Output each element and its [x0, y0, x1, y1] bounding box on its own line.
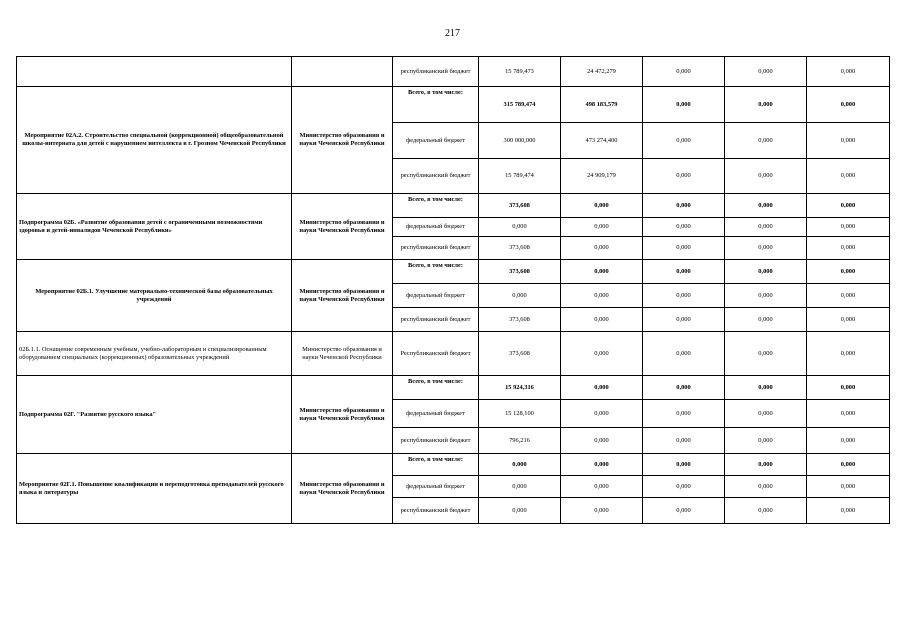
program-name-cell: Подпрограмма 02Б. «Развитие образования детей с ограниченными возможностями здоровья и детей-инвалидов Чеченской Республики» [17, 194, 292, 260]
amount-cell: 0,000 [643, 308, 725, 332]
executor-cell: Министерство образования и науки Чеченской Республики [292, 260, 393, 332]
amount-cell: 0,000 [643, 376, 725, 400]
amount-cell: 0,000 [725, 218, 807, 237]
amount-cell: 0,000 [479, 476, 561, 498]
amount-cell: 15 128,100 [479, 400, 561, 428]
amount-cell: 0,000 [643, 498, 725, 524]
funding-source-cell: республиканский бюджет [393, 237, 479, 260]
amount-cell: 15 789,473 [479, 57, 561, 87]
program-name-cell: Мероприятие 02Б.1. Улучшение материально-технической базы образовательных учреждений [17, 260, 292, 332]
amount-cell: 0,000 [561, 498, 643, 524]
amount-cell: 0,000 [643, 428, 725, 454]
amount-cell: 0,000 [561, 476, 643, 498]
amount-cell: 0,000 [479, 498, 561, 524]
table-row [17, 454, 890, 476]
amount-cell: 0,000 [725, 498, 807, 524]
funding-source-cell: федеральный бюджет [393, 476, 479, 498]
amount-cell: 0,000 [725, 194, 807, 218]
amount-cell: 0,000 [725, 476, 807, 498]
funding-source-cell: республиканский бюджет [393, 159, 479, 194]
amount-cell: 0,000 [643, 218, 725, 237]
amount-cell: 0,000 [807, 308, 890, 332]
funding-source-cell: республиканский бюджет [393, 308, 479, 332]
table-row [17, 332, 890, 376]
amount-cell: 0,000 [725, 400, 807, 428]
amount-cell: 15 924,316 [479, 376, 561, 400]
program-name-cell [17, 57, 292, 87]
funding-source-cell: федеральный бюджет [393, 123, 479, 159]
amount-cell: 0,000 [807, 194, 890, 218]
amount-cell: 0,000 [725, 454, 807, 476]
funding-source-cell: Республиканский бюджет [393, 332, 479, 376]
amount-cell: 300 000,000 [479, 123, 561, 159]
amount-cell: 0,000 [807, 428, 890, 454]
amount-cell: 0,000 [807, 218, 890, 237]
program-name-cell: Подпрограмма 02Г. "Развитие русского языка" [17, 376, 292, 454]
amount-cell: 0,000 [561, 218, 643, 237]
amount-cell: 0,000 [725, 332, 807, 376]
executor-cell: Министерство образования и науки Чеченской Республики [292, 454, 393, 524]
amount-cell: 373,608 [479, 308, 561, 332]
amount-cell: 0,000 [643, 454, 725, 476]
funding-source-cell: Всего, в том числе: [393, 454, 479, 476]
amount-cell: 0,000 [561, 332, 643, 376]
amount-cell: 0,000 [643, 284, 725, 308]
funding-source-cell: федеральный бюджет [393, 284, 479, 308]
amount-cell: 373,608 [479, 332, 561, 376]
funding-source-cell: Всего, в том числе: [393, 87, 479, 123]
amount-cell: 0,000 [561, 260, 643, 284]
amount-cell: 0,000 [725, 308, 807, 332]
amount-cell: 0,000 [561, 284, 643, 308]
funding-source-cell: федеральный бюджет [393, 218, 479, 237]
amount-cell: 0,000 [479, 284, 561, 308]
amount-cell: 0,000 [725, 428, 807, 454]
amount-cell: 373,608 [479, 237, 561, 260]
amount-cell: 0,000 [807, 284, 890, 308]
amount-cell: 0,000 [725, 57, 807, 87]
amount-cell: 0,000 [725, 260, 807, 284]
table-row [17, 87, 890, 123]
funding-source-cell: республиканский бюджет [393, 428, 479, 454]
funding-source-cell: республиканский бюджет [393, 57, 479, 87]
amount-cell: 0,000 [725, 123, 807, 159]
program-name-cell: Мероприятие 02А.2. Строительство специальной (коррекционной) общеобразовательной школы-интерната для детей с нарушением интеллекта в г. Грозном Чеченской Республики [17, 87, 292, 194]
amount-cell: 0,000 [643, 159, 725, 194]
table-row [17, 376, 890, 400]
table-row [17, 260, 890, 284]
amount-cell: 0,000 [561, 308, 643, 332]
amount-cell: 0,000 [807, 332, 890, 376]
amount-cell: 0,000 [561, 400, 643, 428]
executor-cell: Министерство образования и науки Чеченской Республики [292, 87, 393, 194]
funding-source-cell: Всего, в том числе: [393, 260, 479, 284]
amount-cell: 0,000 [807, 476, 890, 498]
amount-cell: 315 789,474 [479, 87, 561, 123]
amount-cell: 0,000 [807, 400, 890, 428]
amount-cell: 0,000 [725, 237, 807, 260]
amount-cell: 0,000 [807, 260, 890, 284]
budget-table-body [17, 57, 890, 524]
amount-cell: 0,000 [807, 57, 890, 87]
amount-cell: 0,000 [725, 159, 807, 194]
amount-cell: 0,000 [643, 400, 725, 428]
amount-cell: 0,000 [807, 237, 890, 260]
amount-cell: 0,000 [725, 87, 807, 123]
amount-cell: 0,000 [479, 454, 561, 476]
amount-cell: 0,000 [561, 454, 643, 476]
amount-cell: 0,000 [725, 376, 807, 400]
amount-cell: 0,000 [643, 237, 725, 260]
amount-cell: 0,000 [643, 194, 725, 218]
table-row [17, 194, 890, 218]
amount-cell: 473 274,400 [561, 123, 643, 159]
amount-cell: 0,000 [643, 476, 725, 498]
amount-cell: 0,000 [643, 87, 725, 123]
amount-cell: 0,000 [643, 260, 725, 284]
amount-cell: 0,000 [725, 284, 807, 308]
amount-cell: 0,000 [643, 57, 725, 87]
funding-source-cell: Всего, в том числе: [393, 376, 479, 400]
funding-source-cell: федеральный бюджет [393, 400, 479, 428]
executor-cell [292, 57, 393, 87]
program-name-cell: 02Б.1.1. Оснащение современным учебным, учебно-лабораторным и специализированным оборудованием специальных (коррекционных) образовательных учреждений [17, 332, 292, 376]
table-row [17, 57, 890, 87]
amount-cell: 0,000 [807, 123, 890, 159]
executor-cell: Министерство образования и науки Чеченской Республики [292, 194, 393, 260]
amount-cell: 373,608 [479, 260, 561, 284]
amount-cell: 0,000 [561, 237, 643, 260]
executor-cell: Министерство образования и науки Чеченской Республики [292, 376, 393, 454]
budget-table [16, 56, 890, 524]
amount-cell: 0,000 [807, 498, 890, 524]
amount-cell: 0,000 [807, 454, 890, 476]
amount-cell: 15 789,474 [479, 159, 561, 194]
funding-source-cell: Всего, в том числе: [393, 194, 479, 218]
page-number: 217 [445, 28, 460, 39]
amount-cell: 0,000 [479, 218, 561, 237]
amount-cell: 0,000 [561, 376, 643, 400]
funding-source-cell: республиканский бюджет [393, 498, 479, 524]
amount-cell: 0,000 [807, 87, 890, 123]
amount-cell: 24 472,279 [561, 57, 643, 87]
amount-cell: 796,216 [479, 428, 561, 454]
amount-cell: 0,000 [807, 376, 890, 400]
amount-cell: 0,000 [561, 428, 643, 454]
amount-cell: 24 909,179 [561, 159, 643, 194]
amount-cell: 0,000 [643, 332, 725, 376]
amount-cell: 498 183,579 [561, 87, 643, 123]
program-name-cell: Мероприятие 02Г.1. Повышение квалификации и переподготовка преподавателей русского языка и литературы [17, 454, 292, 524]
amount-cell: 373,608 [479, 194, 561, 218]
amount-cell: 0,000 [561, 194, 643, 218]
amount-cell: 0,000 [807, 159, 890, 194]
executor-cell: Министерство образования и науки Чеченской Республики [292, 332, 393, 376]
amount-cell: 0,000 [643, 123, 725, 159]
